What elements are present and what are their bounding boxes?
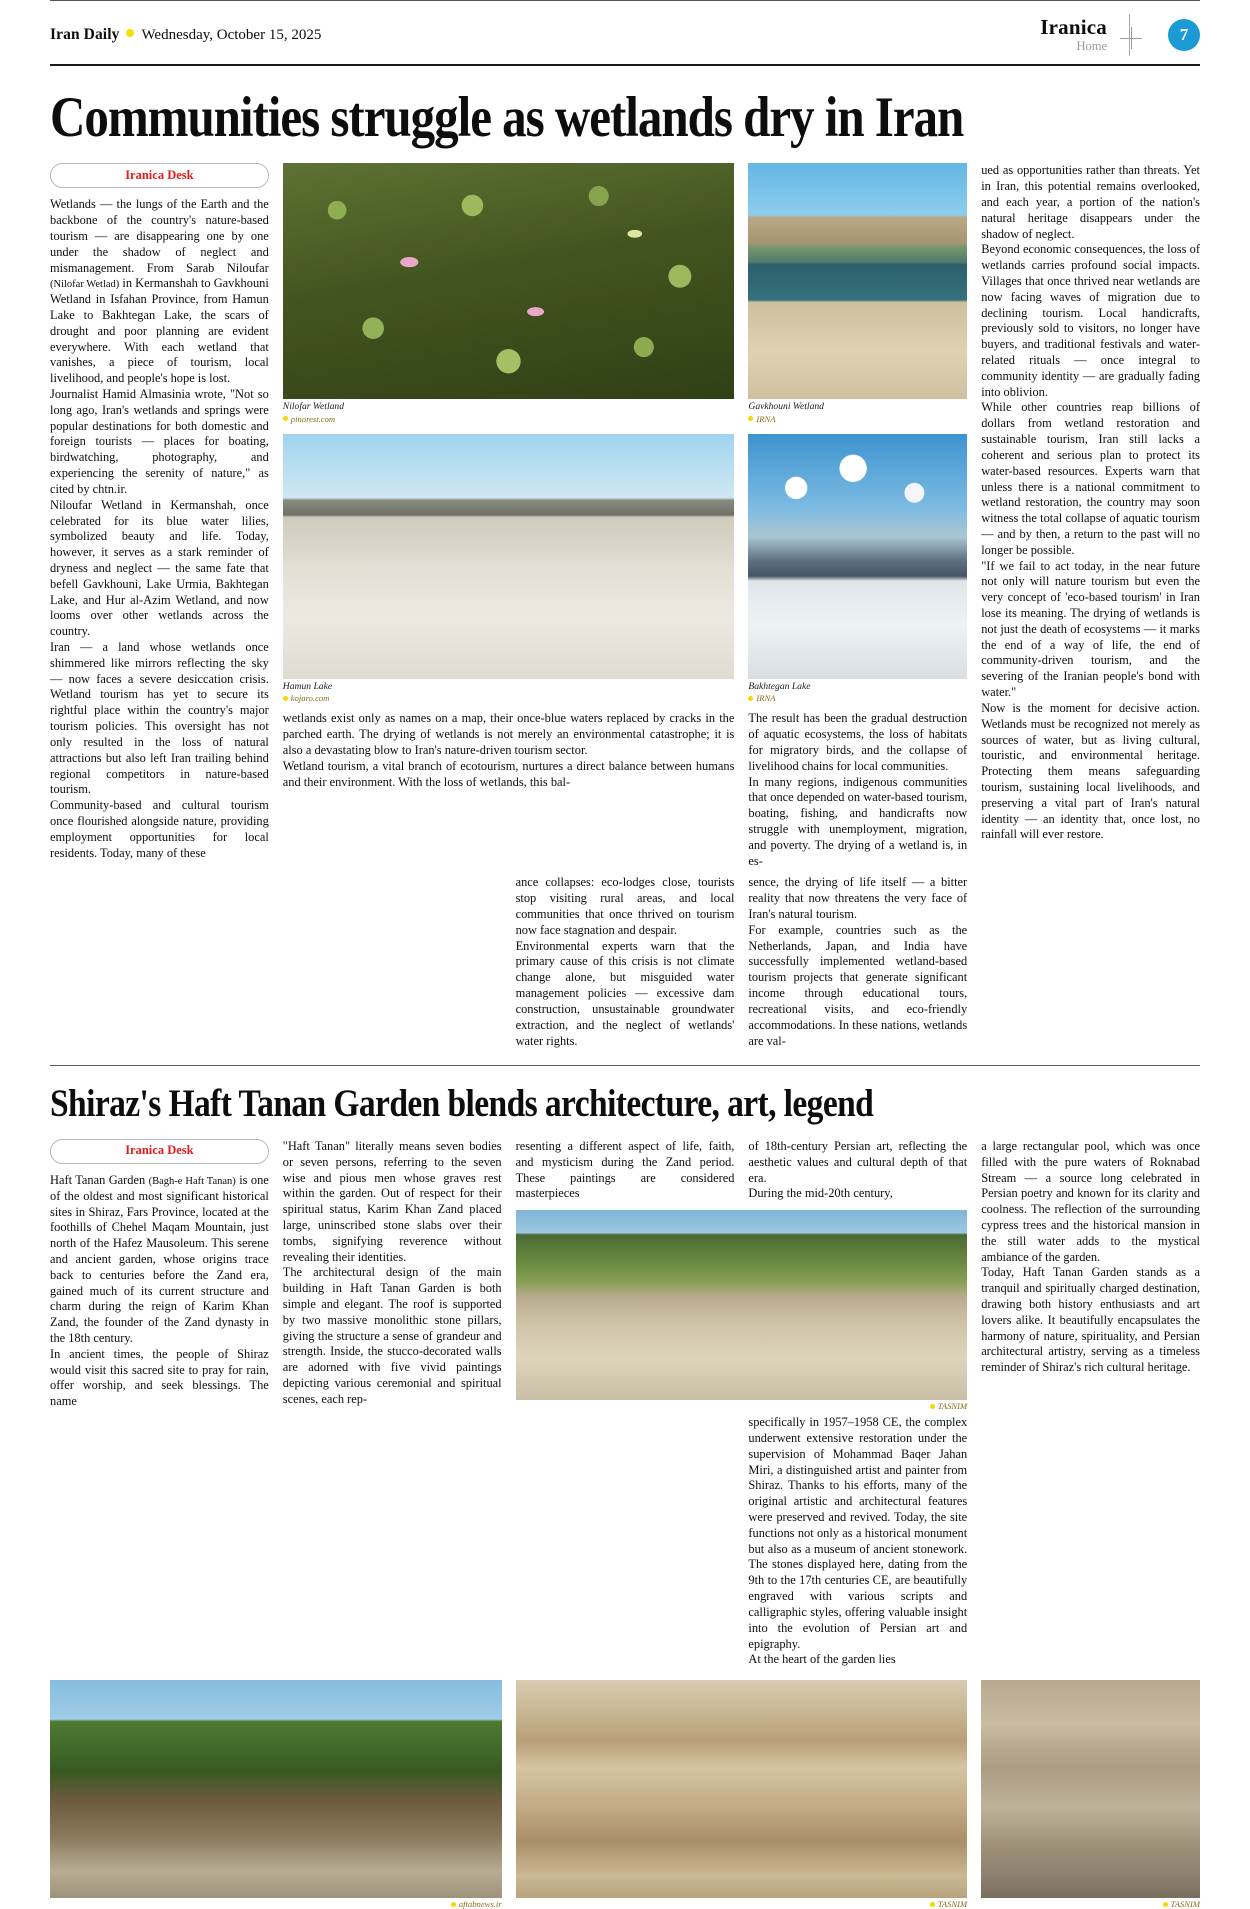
article2-mid-grid [50,1415,1200,1668]
article1-body-col3 [516,875,735,1049]
a2-c4-p1: of 18th-century Persian art, reflecting the aesthetic values and cultural depth of that era. [748,1138,968,1185]
article2-body-col1 [50,1173,269,1410]
article-separator-rule [50,1065,1200,1066]
article1-column-5 [981,163,1200,869]
a1-c3-p1: ance collapses: eco-lodges close, tourists stop visiting rural areas, and local communities that once thrived on tourism now face stagnation and despair. [515,875,735,937]
photo-engraved-stone [981,1680,1200,1898]
page-number-badge: 7 [1168,19,1200,51]
a2-mid-spacer-2 [283,1415,502,1668]
paper-name: Iran Daily [50,25,120,43]
photo-mural-decoration [516,1680,968,1898]
credit-bakhtegan [748,693,967,703]
a2-c2-p1: "Haft Tanan" literally means seven bodies or seven persons, referring to the seven wise and pious men whose graves rest within the garden. Out of respect for their spiritual status, Karim Khan Zand placed large, uninscribed stone slabs over their tombs, signifying reverence without revealing their identities. [282,1138,502,1264]
a1-c6-p5: Now is the moment for decisive action. Wetlands must be recognized not merely as sources of water, but as living cultural, touristic, and environmental heritage. Protecting them means safeguarding tourism, sustaining local livelihoods, and preserving a vital part of Iran's natural identity — an identity that, once lost, no rainfall will ever restore. [981,700,1200,842]
a1-c4-p1: The result has been the gradual destruction of aquatic ecosystems, the loss of habitats for migratory birds, and the collapse of livelihood chains for local communities. [748,711,968,773]
article1-body-col6 [981,163,1200,843]
credit-pavilion [50,1899,502,1909]
article2-column-4-text [748,1415,967,1668]
article1-photo-block-left [283,163,735,869]
a1-c1-paren: (Nilofar Wetlad) [50,279,120,291]
credit-dot-icon [748,696,753,701]
article1-lower-spacer-1 [50,875,269,1049]
bottom-photo-3-wrap [981,1680,1200,1909]
yellow-dot-icon [126,29,134,37]
a2-mid-spacer-5 [981,1415,1200,1668]
caption-hamun: Hamun Lake [282,680,333,692]
article1-body-col4 [748,711,967,869]
headline-rule [50,64,1200,66]
a2-c6-p2: Today, Haft Tanan Garden stands as a tranquil and spiritually charged destination, drawing both history enthusiasts and art lovers alike. It beautifully encapsulates the harmony of nature, spirituality, and Persian architectural artistry, serving as a timeless reminder of Shiraz's rich cultural heritage. [981,1265,1200,1375]
a2-c6-p1: a large rectangular pool, which was once filled with the pure waters of Roknabad Stream — a source long celebrated in Persian poetry and known for its clarity and coolness. The reflection of the surrounding cypress trees and the historical mansion in the still water adds to the mystical ambiance of the garden. [981,1138,1200,1264]
a1-c6-p2: Beyond economic consequences, the loss of wetlands carries profound social impacts. Villages that once thrived near wetlands are now facing waves of migration due to declining tourism. Local handicrafts, previously sold to visitors, no longer have buyers, and traditional festivals and water-related rituals — once integral to community identity — are gradually fading into oblivion. [981,242,1200,399]
article1-body-col2 [283,711,735,790]
article1-lower-spacer-5 [981,875,1200,1049]
photo-garden-pavilion [50,1680,502,1898]
a1-c1-p1: Wetlands — the lungs of the Earth and the backbone of the country's nature-based tourism — are disappearing one by one under the shadow of neglect and mismanagement. From Sarab Niloufar [50,197,269,275]
credit-dot-icon [451,1902,456,1907]
credit-dot-icon [748,416,753,421]
caption-gavkhouni: Gavkhouni Wetland [748,401,824,413]
article2-grid [50,1139,1200,1411]
a1-c5-p1: sence, the drying of life itself — a bitter reality that now threatens the very face of Iran's natural tourism. [748,875,968,922]
article2-photo-column [516,1139,968,1411]
article1-lower-column-3 [516,875,735,1049]
article2-body-col3 [516,1139,735,1202]
a2-c4-p2: During the mid-20th century, [748,1186,893,1201]
credit-stone [981,1899,1200,1909]
a1-c2-p1: wetlands exist only as names on a map, their once-blue waters replaced by cracks in the parched earth. The drying of wetlands is not merely an environmental catastrophe; it is also a devastating blow to Iran's nature-driven tourism sector. [282,711,735,757]
credit-gavkhouni [748,414,967,424]
article1-body-col5 [748,875,967,1049]
a1-c6-p1: ued as opportunities rather than threats. Yet in Iran, this potential remains overlooked, and each year, a portion of the nation's natural heritage disappears under the shadow of neglect. [981,163,1200,241]
article2-column-5 [981,1139,1200,1411]
a1-c1-p3: Niloufar Wetland in Kermanshah, once celebrated for its blue water lilies, symbolized beauty and life. Today, however, it serves as a stark reminder of dryness and neglect — the same fate that befell Gavkhouni, Lake Urmia, Bakhtegan Lake, and Hur al-Azim Wetland, and now looms over other wetlands across the country. [50,497,269,639]
caption-bakhtegan: Bakhtegan Lake [748,680,811,692]
a1-c1-p5: Community-based and cultural tourism once flourished alongside nature, providing employment opportunities for local residents. Today, many of these [50,798,269,860]
photo-nilofar-wetland [283,163,735,399]
a2-c2-p2: The architectural design of the main building in Haft Tanan Garden is both simple and elegant. The roof is supported by two massive monolithic stone pillars, giving the structure a sense of grandeur and strength. Inside, the stucco-decorated walls are adorned with five vivid paintings depicting various ceremonial and spiritual scenes, each rep- [282,1265,502,1406]
a2-c1-p1b: is one of the oldest and most significant historical sites in Shiraz, Fars Province, located at the foothills of Chehel Maqam Mountain, just north of the Hafez Mausoleum. This serene and ancient garden, whose origins trace back to centuries before the Zand era, gained much of its current structure and charm during the reign of Karim Khan Zand, the founder of the Zand dynasty in the 18th century. [50,1172,269,1345]
photo-bakhtegan-lake [748,434,967,679]
bottom-photo-1-wrap [50,1680,502,1909]
article2-text-pair [516,1139,968,1202]
a2-c1-p1: Haft Tanan Garden [50,1172,149,1187]
article2-body-col5 [748,1415,967,1668]
credit-dot-icon [930,1404,935,1409]
credit-dot-icon [1163,1902,1168,1907]
article2-headline: Shiraz's Haft Tanan Garden blends architecture, art, legend [50,1082,874,1126]
a2-c1-p2: In ancient times, the people of Shiraz would visit this sacred site to pray for rain, offer worship, and seek blessings. The name [50,1346,269,1409]
article1-column-1 [50,163,269,869]
a1-c2-p2: Wetland tourism, a vital branch of ecotourism, nurtures a direct balance between humans and their environment. With the loss of wetlands, this bal- [282,758,735,789]
credit-text: pinorest.com [290,413,336,424]
a1-c1-p4: Iran — a land whose wetlands once shimmered like mirrors reflecting the sky — now faces a severe desiccation crisis. Wetland tourism has yet to secure its rightful place within the country's major tourism policies. This oversight has not only resulted in the loss of natural attractions but also left Iran trailing behind regional competitors in nature-based tourism. [50,640,269,797]
masthead-divider [1129,14,1130,56]
a1-c4-p2: In many regions, indigenous communities that once depended on water-based tourism, boating, fishing, and handicrafts now struggle with unemployment, migration, and poverty. The drying of a wetland is, in es- [748,774,968,868]
a1-c1-p1b: in Kermanshah to Gavkhouni Wetland in Isfahan Province, from Hamun Lake to Bakhtegan Lake, the scars of drought and poor planning are evident everywhere. With each wetland that vanishes, a piece of tourism, local livelihood, and people's hope is lost. [50,276,269,386]
masthead-right [1040,14,1200,56]
article1-body-col1 [50,197,269,861]
article2-column-1 [50,1139,269,1411]
a1-c6-p3: While other countries reap billions of dollars from wetland restoration and sustainable tourism, Iran still lacks a coherent and serious plan to protect its water-based resources. Experts warn that unless there is a national commitment to wetland restoration, the country may soon witness the total collapse of aquatic tourism — and by then, a return to the past will no longer be possible. [981,400,1200,557]
credit-text: TASNIM [937,1401,968,1412]
iranica-desk-badge: Iranica Desk [50,163,269,188]
credit-dot-icon [930,1902,935,1907]
article2-column-2 [283,1139,502,1411]
credit-text: aftabnews.ir [458,1899,502,1909]
a2-c5-p1: specifically in 1957–1958 CE, the complex underwent extensive restoration under the supervision of Mohammad Baqer Jahan Miri, a distinguished artist and painter from Shiraz. Thanks to his efforts, many of the original artistic and architectural features were preserved and revived. Today, the site functions not only as a historical monument but also as a museum of ancient stonework. The stones displayed here, dating from the 9th to the 17th centuries CE, are beautifully engraved with various scripts and calligraphic styles, offering valuable insight into the evolution of Persian art and epigraphy. [748,1415,968,1651]
credit-garden [516,1401,968,1411]
article1-headline: Communities struggle as wetlands dry in Iran [50,86,964,149]
article1-grid [50,163,1200,869]
article1-lower-column-4 [748,875,967,1049]
credit-text: TASNIM [937,1899,968,1909]
article2-body-col6 [981,1139,1200,1376]
a2-c3-p1: resenting a different aspect of life, faith, and mysticism during the Zand period. These paintings are considered masterpieces [515,1138,735,1201]
photo-hamun-lake [283,434,735,679]
article1-lower-grid [50,875,1200,1049]
credit-text: IRNA [756,693,776,704]
a1-c3-p2: Environmental experts warn that the primary cause of this crisis is not climate change alone, but misguided water management policies — excessive dam construction, unsustainable groundwater extraction, and the neglect of wetlands' water rights. [515,938,735,1048]
a2-c5-p2: At the heart of the garden lies [748,1652,896,1667]
article2-body-col4 [748,1139,967,1202]
a1-c6-p4: "If we fail to act today, in the near future not only will nature tourism but even the very concept of 'eco-based tourism' in Iran lose its meaning. The drying of wetlands is not just the death of ecosystems — it marks the end of a way of life, the end of community-driven tourism, and the severing of the Iranian people's bond with water." [981,558,1200,700]
bottom-photo-2-wrap [516,1680,968,1909]
credit-nilofar [283,414,735,424]
publication-date: Wednesday, October 15, 2025 [141,26,322,43]
iranica-desk-badge-2: Iranica Desk [50,1139,269,1164]
masthead [50,0,1200,62]
section-title: Iranica [1040,14,1107,39]
credit-text: IRNA [756,413,776,424]
a2-mid-spacer-1 [50,1415,269,1668]
a2-mid-spacer-3 [516,1415,735,1668]
credit-hamun [283,693,735,703]
article1-photo-block-right [748,163,967,869]
a1-c1-p2: Journalist Hamid Almasinia wrote, "Not so long ago, Iran's wetlands and springs were popular destinations for both domestic and foreign tourists — places for boating, birdwatching, photography, and experiencing the serenity of nature," as cited by chtn.ir. [50,387,269,496]
caption-nilofar: Nilofar Wetland [282,401,345,413]
article1-lower-spacer-2 [283,875,502,1049]
credit-dot-icon [283,416,288,421]
a1-c5-p2: For example, countries such as the Netherlands, Japan, and India have successfully implemented wetland-based tourism projects that generate significant income through educational tours, recreational visits, and eco-friendly accommodations. In these nations, wetlands are val- [748,922,968,1048]
photo-haft-tanan-garden [516,1210,968,1400]
article2-body-col2 [283,1139,502,1408]
section-label [1040,16,1129,53]
credit-mural [516,1899,968,1909]
credit-dot-icon [283,696,288,701]
a2-c1-paren: (Bagh-e Haft Tanan) [148,1175,236,1187]
credit-text: TASNIM [1170,1899,1200,1909]
bottom-photo-strip [50,1680,1200,1909]
section-subtitle: Home [1076,38,1107,53]
photo-gavkhouni-wetland [748,163,967,399]
masthead-left [50,26,321,44]
credit-text: kojaro.com [290,693,330,704]
